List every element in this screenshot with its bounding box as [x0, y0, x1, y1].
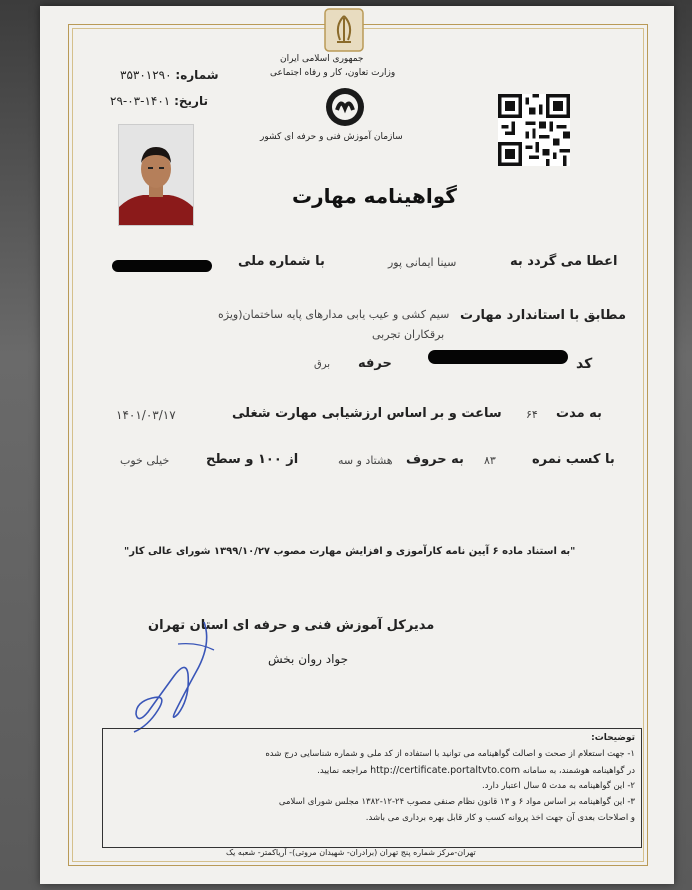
- out-of-label: از ۱۰۰ و سطح: [206, 452, 299, 467]
- trade-value: برق: [314, 359, 331, 370]
- signatory-title: مدیرکل آموزش فنی و حرفه ای استان تهران: [148, 618, 435, 633]
- redacted-national-id: [112, 260, 212, 272]
- code-label: کد: [576, 356, 593, 372]
- republic-text: جمهوری اسلامی ایران: [280, 54, 364, 64]
- certificate-title: گواهینامه مهارت: [292, 184, 457, 208]
- granted-to-label: اعطا می گردد به: [510, 254, 618, 269]
- note-line-2: [317, 765, 635, 776]
- holder-name: سینا ایمانی پور: [388, 256, 457, 269]
- national-id-label: با شماره ملی: [238, 254, 325, 269]
- trade-label: حرفه: [358, 356, 392, 371]
- certificate-date: [110, 94, 208, 108]
- organization-text: سازمان آموزش فنی و حرفه ای کشور: [260, 132, 403, 142]
- notes-box: [102, 728, 642, 848]
- date-value: ۱۴۰۱-۰۳-۲۹: [110, 94, 171, 108]
- standard-label: مطابق با استاندارد مهارت: [460, 308, 627, 323]
- ministry-text: وزارت تعاون، کار و رفاه اجتماعی: [270, 68, 396, 78]
- note-line-2b: مراجعه نمایید.: [317, 766, 368, 776]
- qr-code-icon: [498, 94, 570, 166]
- level-value: خیلی خوب: [120, 454, 170, 467]
- date-label: تاریخ:: [174, 94, 208, 108]
- note-line-3: ۲- این گواهینامه به مدت ۵ سال اعتبار دارد.: [482, 781, 635, 791]
- iran-emblem-icon: [324, 8, 364, 52]
- score-value: ۸۳: [484, 454, 496, 467]
- in-words-value: هشتاد و سه: [338, 454, 393, 467]
- holder-photo: [118, 124, 194, 226]
- signatory-name: جواد روان بخش: [268, 652, 349, 666]
- signature-icon: [118, 614, 258, 740]
- certificate-number: [120, 68, 219, 82]
- note-line-2a: در گواهینامه هوشمند، به سامانه: [522, 766, 635, 776]
- note-line-5: و اصلاحات بعدی آن جهت اخذ پروانه کسب و کار قابل بهره برداری می باشد.: [365, 813, 635, 823]
- certificate-paper: [40, 6, 674, 884]
- duration-label: به مدت: [556, 406, 602, 421]
- number-value: ۳۵۳۰۱۲۹۰: [120, 68, 172, 82]
- tvto-logo-icon: [324, 86, 366, 128]
- address-text: تهران-مرکز شماره پنج تهران (برادران- شهیدان مروتی)- آریاکمتر- شعبه یک: [226, 848, 476, 857]
- evaluation-date: ۱۴۰۱/۰۳/۱۷: [116, 408, 176, 422]
- standard-value-line1: سیم کشی و عیب یابی مدارهای پایه ساختمان(ویژه: [218, 308, 450, 321]
- verification-url[interactable]: http://certificate.portaltvto.com: [370, 765, 521, 776]
- redacted-code: [428, 350, 568, 364]
- score-label: با کسب نمره: [532, 452, 615, 467]
- standard-value-line2: برقکاران تجربی: [372, 328, 445, 341]
- in-words-label: به حروف: [406, 452, 464, 467]
- duration-value: ۶۴: [526, 408, 538, 421]
- note-line-4: ۳- این گواهینامه بر اساس مواد ۶ و ۱۳ قانون نظام صنفی مصوب ۲۴-۱۲-۱۳۸۲ مجلس شورای اسلامی: [278, 797, 635, 807]
- regulation-text: "به استناد ماده ۶ آیین نامه کارآموزی و افزایش مهارت مصوب ۱۳۹۹/۱۰/۲۷ شورای عالی کار": [124, 546, 576, 557]
- number-label: شماره:: [175, 68, 219, 82]
- note-line-1: ۱- جهت استعلام از صحت و اصالت گواهینامه می توانید با استفاده از کد ملی و شماره شناسایی درج شده: [265, 749, 635, 759]
- notes-heading: توضیحات:: [591, 733, 635, 743]
- hours-text: ساعت و بر اساس ارزشیابی مهارت شغلی: [232, 406, 502, 421]
